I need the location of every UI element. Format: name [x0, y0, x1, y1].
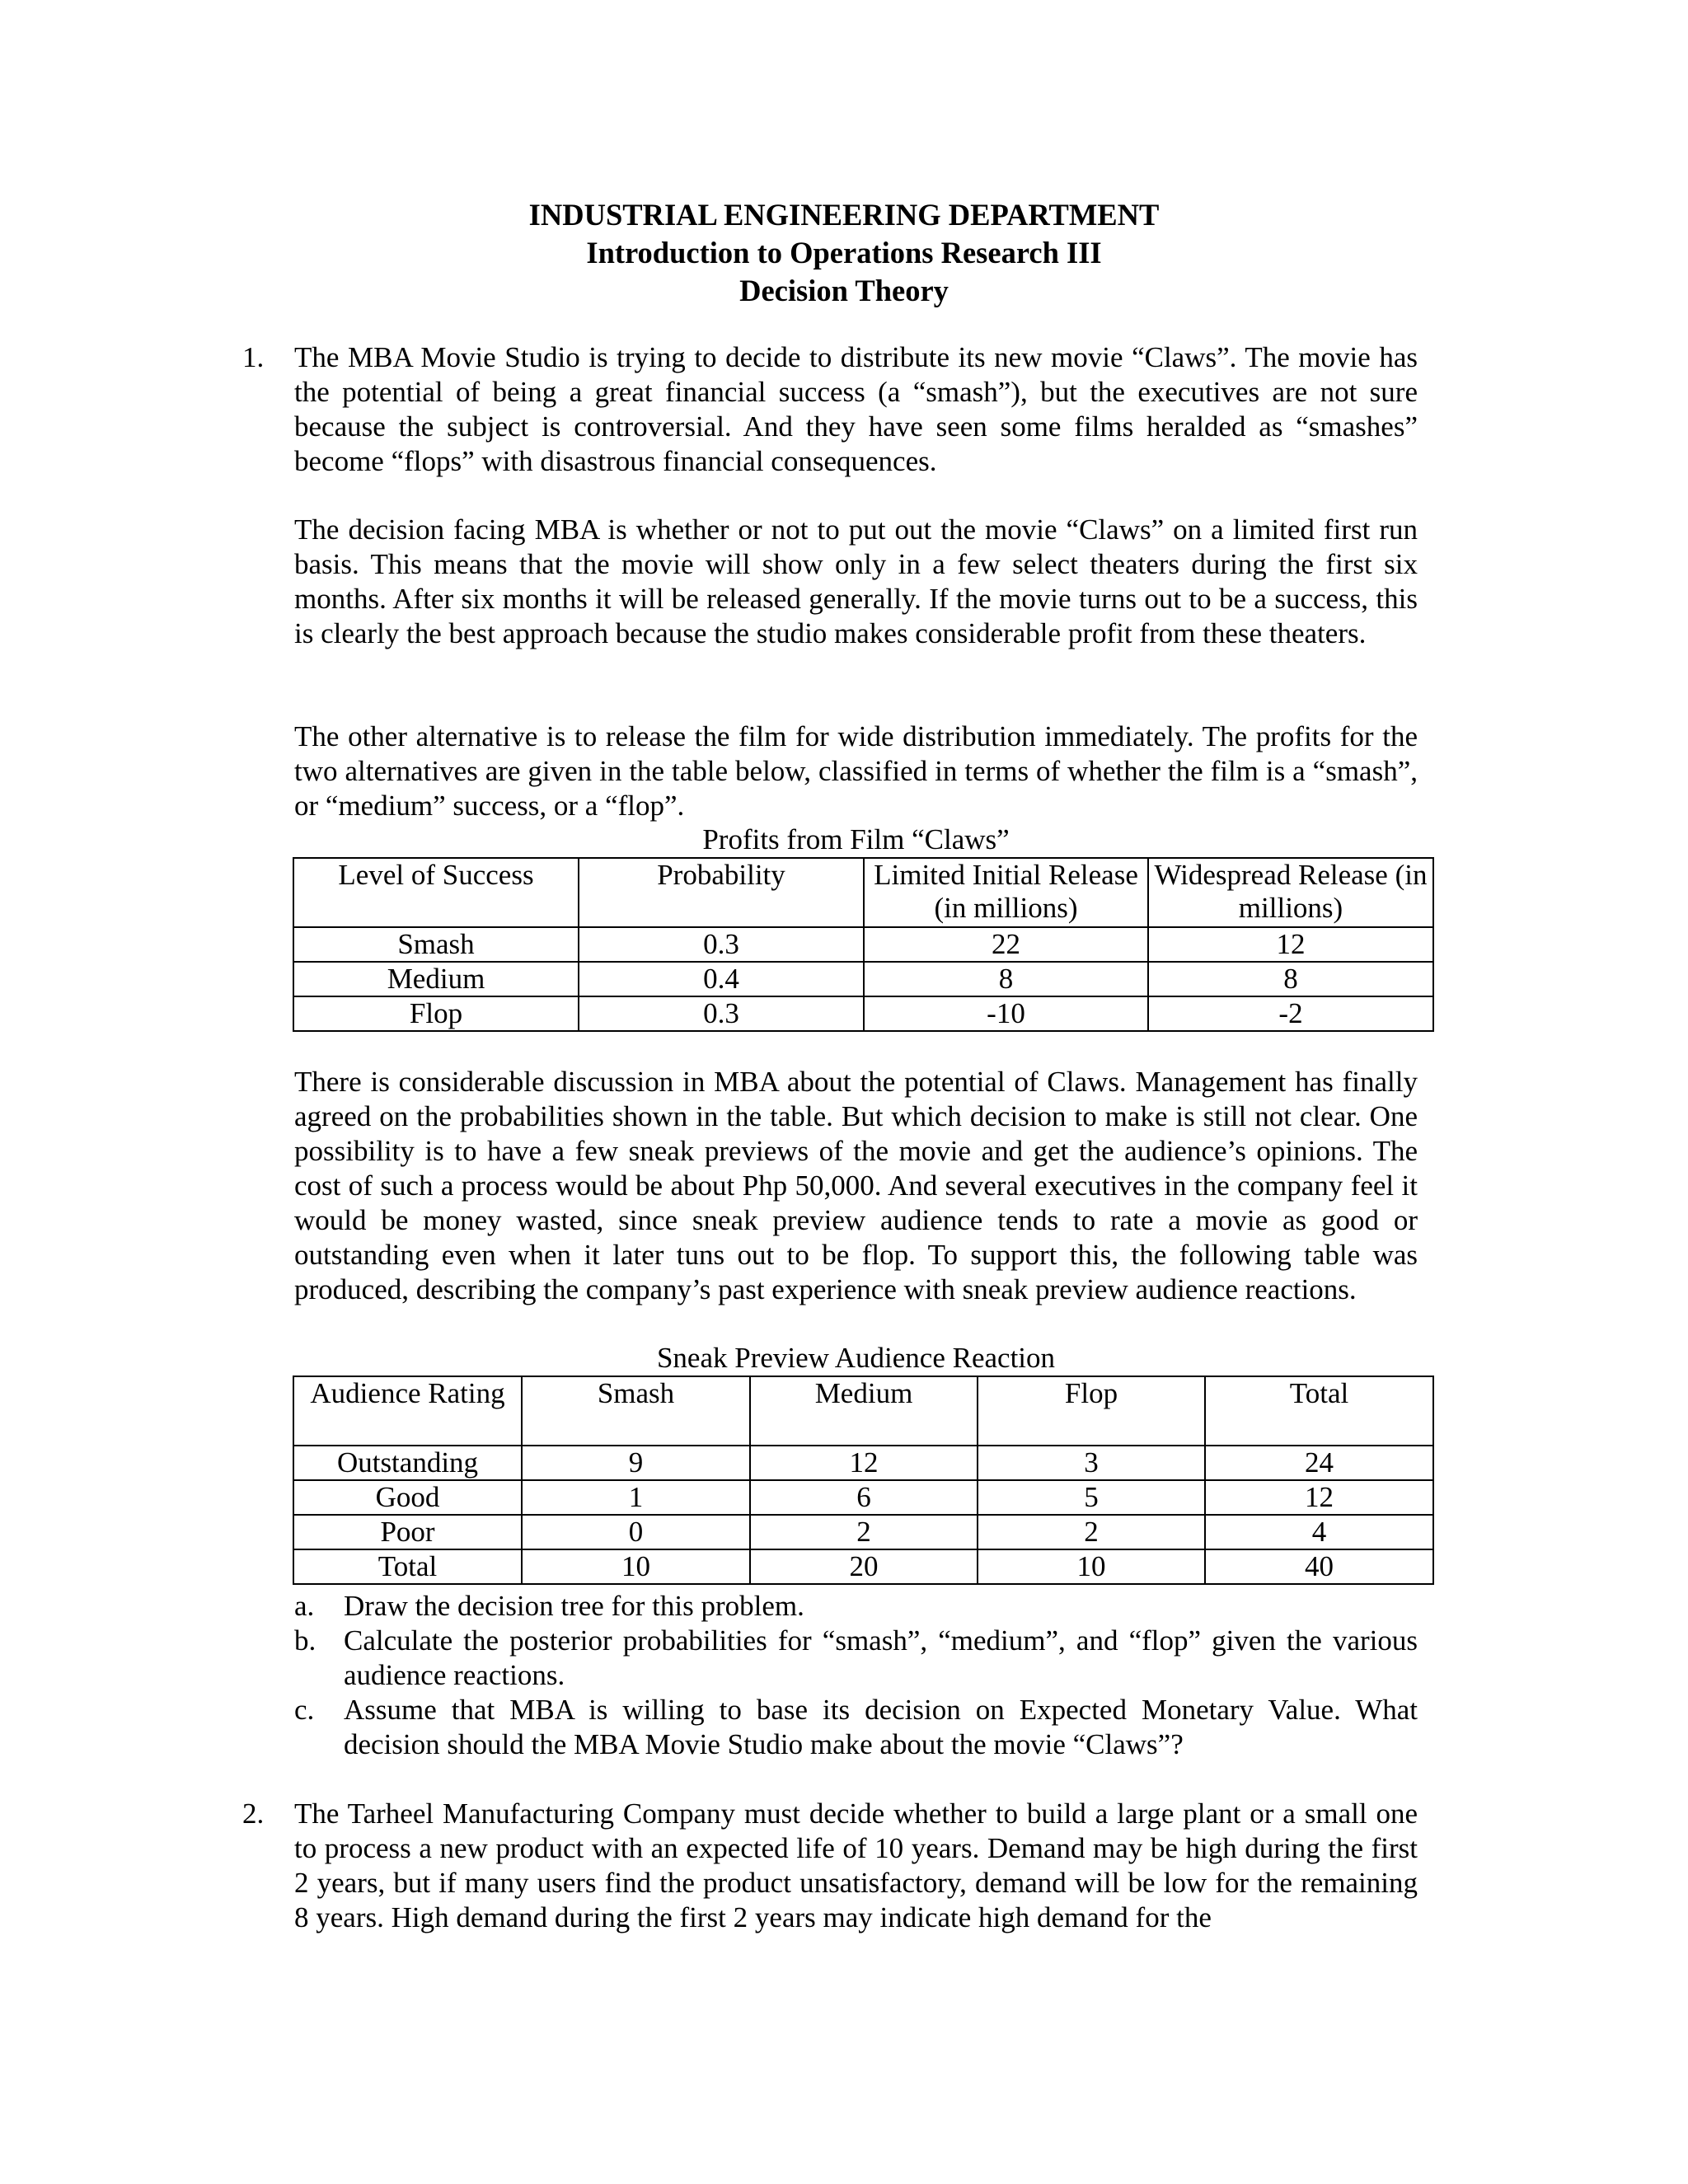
- question-label: a.: [294, 1590, 315, 1622]
- table-header-cell: Level of Success: [293, 858, 579, 927]
- question-list: [294, 1589, 1418, 1762]
- table-cell: 24: [1205, 1446, 1433, 1480]
- table-row: [293, 1515, 1433, 1549]
- question-b: [294, 1624, 1418, 1693]
- table-cell: 9: [522, 1446, 750, 1480]
- table-cell: 2: [978, 1515, 1205, 1549]
- problem-1-paragraph-2: The decision facing MBA is whether or not to put out the movie “Claws” on a limited first run basis. This means that the movie will show only in a few select theaters during the first six months. After six months it will be released generally. If the movie turns out to be a success, this is clearly the best approach because the studio makes considerable profit from these theaters.: [294, 513, 1418, 649]
- table-header-cell: Flop: [978, 1376, 1205, 1446]
- table-cell: 10: [522, 1549, 750, 1584]
- problem-1: [242, 340, 1418, 479]
- problem-2-paragraph-1: The Tarheel Manufacturing Company must decide whether to build a large plant or a small one to process a new product with an expected life of 10 years. Demand may be high during the first 2 years, but if many users find the product unsatisfactory, demand will be low for the remaining 8 years. High demand during the first 2 years may indicate high demand for the: [294, 1797, 1418, 1933]
- problem-1-paragraph-3-block: [294, 719, 1418, 823]
- table-cell: 8: [864, 962, 1148, 996]
- table-row: [293, 996, 1433, 1031]
- table-header-cell: Smash: [522, 1376, 750, 1446]
- table-cell: 12: [750, 1446, 978, 1480]
- table-header-cell: Widespread Release (in millions): [1148, 858, 1433, 927]
- table-cell: 8: [1148, 962, 1433, 996]
- table-cell: -2: [1148, 996, 1433, 1031]
- problem-number: 1.: [242, 341, 265, 373]
- table-cell: 4: [1205, 1515, 1433, 1549]
- problem-2: [242, 1797, 1418, 1935]
- table-header-row: [293, 1376, 1433, 1446]
- problem-1-paragraph-1: The MBA Movie Studio is trying to decide to distribute its new movie “Claws”. The movie has the potential of being a great financial success (a “smash”), but the executives are not sure because the subject is controversial. And they have seen some films heralded as “smashes” become “flops” with disastrous financial consequences.: [294, 341, 1418, 477]
- question-c: [294, 1693, 1418, 1762]
- table-cell: 12: [1148, 927, 1433, 962]
- topic-title: Decision Theory: [739, 274, 949, 307]
- profits-table: [293, 857, 1434, 1032]
- table-row: [293, 1446, 1433, 1480]
- question-label: c.: [294, 1694, 315, 1726]
- table-cell: -10: [864, 996, 1148, 1031]
- table-row: [293, 962, 1433, 996]
- sneak-preview-table-caption: Sneak Preview Audience Reaction: [656, 1342, 1056, 1374]
- table-row: [293, 1549, 1433, 1584]
- table-header-cell: Probability: [579, 858, 864, 927]
- table-cell: 20: [750, 1549, 978, 1584]
- problem-1-paragraph-4: There is considerable discussion in MBA about the potential of Claws. Management has finally agreed on the probabilities shown in the table. But which decision to make is still not clear. One possibility is to have a few sneak previews of the movie and get the audience’s opinions. The cost of such a process would be about Php 50,000. And several executives in the company feel it would be money wasted, since sneak preview audience tends to rate a movie as good or outstanding even when it later tuns out to be flop. To support this, the following table was produced, describing the company’s past experience with sneak preview audience reactions.: [294, 1066, 1418, 1305]
- table-cell: 40: [1205, 1549, 1433, 1584]
- table-cell: 3: [978, 1446, 1205, 1480]
- problem-number: 2.: [242, 1797, 265, 1830]
- table-cell: 1: [522, 1480, 750, 1515]
- problem-1-paragraph-2-block: [294, 513, 1418, 651]
- sneak-preview-table-block: [294, 1341, 1418, 1585]
- table-cell: Good: [293, 1480, 522, 1515]
- table-cell: 5: [978, 1480, 1205, 1515]
- table-cell: 12: [1205, 1480, 1433, 1515]
- table-header-cell: Audience Rating: [293, 1376, 522, 1446]
- problem-1-paragraph-4-block: [294, 1065, 1418, 1307]
- table-cell: 22: [864, 927, 1148, 962]
- course-title: Introduction to Operations Research III: [586, 236, 1102, 269]
- problem-1-paragraph-3: The other alternative is to release the film for wide distribution immediately. The profits for the two alternatives are given in the table below, classified in terms of whether the film is a “smash”, or “medium” success, or a “flop”.: [294, 720, 1418, 822]
- table-header-cell: Total: [1205, 1376, 1433, 1446]
- table-cell: Total: [293, 1549, 522, 1584]
- department-title: INDUSTRIAL ENGINEERING DEPARTMENT: [528, 198, 1160, 232]
- document-header: [0, 196, 1688, 310]
- question-text: Draw the decision tree for this problem.: [344, 1590, 804, 1622]
- table-cell: Flop: [293, 996, 579, 1031]
- table-header-cell: Medium: [750, 1376, 978, 1446]
- question-text: Assume that MBA is willing to base its decision on Expected Monetary Value. What decision should the MBA Movie Studio make about the movie “Claws”?: [344, 1694, 1418, 1760]
- table-cell: Medium: [293, 962, 579, 996]
- table-cell: 6: [750, 1480, 978, 1515]
- table-cell: Smash: [293, 927, 579, 962]
- question-label: b.: [294, 1624, 316, 1657]
- question-text: Calculate the posterior probabilities for “smash”, “medium”, and “flop” given the various audience reactions.: [344, 1624, 1418, 1691]
- table-header-row: [293, 858, 1433, 927]
- table-cell: 2: [750, 1515, 978, 1549]
- question-a: [294, 1589, 1418, 1624]
- sneak-preview-table: [293, 1376, 1434, 1585]
- profits-table-block: [294, 823, 1428, 1032]
- table-cell: 0.3: [579, 996, 864, 1031]
- table-row: [293, 927, 1433, 962]
- table-cell: 0: [522, 1515, 750, 1549]
- profits-table-caption: Profits from Film “Claws”: [702, 823, 1010, 855]
- table-cell: 10: [978, 1549, 1205, 1584]
- table-cell: 0.4: [579, 962, 864, 996]
- table-row: [293, 1480, 1433, 1515]
- table-cell: 0.3: [579, 927, 864, 962]
- table-cell: Poor: [293, 1515, 522, 1549]
- table-cell: Outstanding: [293, 1446, 522, 1480]
- table-header-cell: Limited Initial Release (in millions): [864, 858, 1148, 927]
